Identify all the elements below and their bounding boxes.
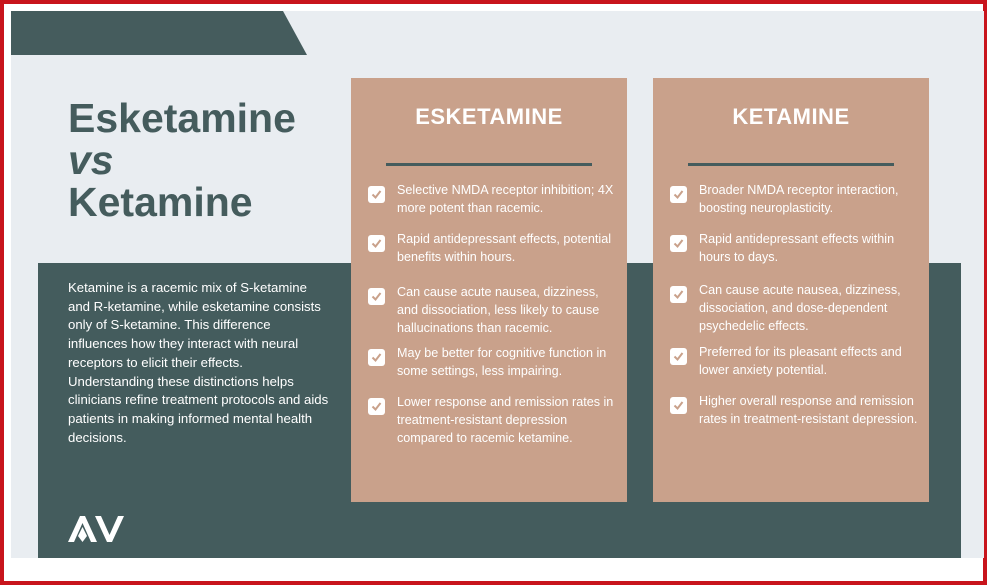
list-item bbox=[670, 182, 920, 218]
checkbox-icon bbox=[368, 235, 385, 252]
item-text: Can cause acute nausea, dizziness, and dissociation, less likely to cause hallucinations than racemic. bbox=[397, 285, 600, 335]
checkbox-icon bbox=[368, 186, 385, 203]
item-text: Higher overall response and remission rates in treatment-resistant depression. bbox=[699, 394, 918, 426]
list-item bbox=[670, 393, 920, 429]
item-text: Rapid antidepressant effects within hours to days. bbox=[699, 232, 895, 264]
item-text: Can cause acute nausea, dizziness, dissociation, and dose-dependent psychedelic effects. bbox=[699, 283, 901, 333]
intro-paragraph: Ketamine is a racemic mix of S-ketamine and R-ketamine, while esketamine consists only of S-ketamine. This difference influences how they interact with neural receptors to elicit their effects. Understanding these distinctions helps clinicians refine treatment protocols and aids patients in making informed mental health decisions. bbox=[68, 280, 329, 445]
title-line-3: Ketamine bbox=[68, 179, 253, 225]
infographic bbox=[11, 11, 984, 558]
checkbox-icon bbox=[368, 288, 385, 305]
list-item bbox=[368, 182, 618, 218]
checkbox-icon bbox=[670, 397, 687, 414]
item-text: Selective NMDA receptor inhibition; 4X more potent than racemic. bbox=[397, 183, 614, 215]
list-item bbox=[670, 282, 920, 335]
page-title bbox=[68, 97, 338, 223]
checkbox-icon bbox=[368, 349, 385, 366]
checkbox-icon bbox=[368, 398, 385, 415]
av-logo-icon bbox=[68, 514, 124, 544]
item-text: Rapid antidepressant effects, potential benefits within hours. bbox=[397, 232, 612, 264]
card-divider bbox=[386, 163, 592, 166]
corner-banner bbox=[11, 11, 307, 55]
checkbox-icon bbox=[670, 348, 687, 365]
ketamine-card bbox=[653, 78, 929, 502]
title-line-1: Esketamine bbox=[68, 95, 296, 141]
item-text: May be better for cognitive function in some settings, less impairing. bbox=[397, 346, 607, 378]
list-item bbox=[670, 344, 920, 380]
title-line-2: vs bbox=[68, 137, 114, 183]
list-item bbox=[368, 345, 618, 381]
item-text: Preferred for its pleasant effects and lower anxiety potential. bbox=[699, 345, 902, 377]
checkbox-icon bbox=[670, 286, 687, 303]
list-item bbox=[670, 231, 920, 267]
item-text: Lower response and remission rates in treatment-resistant depression compared to racemic ketamine. bbox=[397, 395, 614, 445]
card-heading: KETAMINE bbox=[732, 104, 850, 129]
card-divider bbox=[688, 163, 894, 166]
esketamine-card bbox=[351, 78, 627, 502]
card-heading: ESKETAMINE bbox=[415, 104, 563, 129]
checkbox-icon bbox=[670, 186, 687, 203]
list-item bbox=[368, 394, 618, 447]
list-item bbox=[368, 284, 618, 337]
checkbox-icon bbox=[670, 235, 687, 252]
list-item bbox=[368, 231, 618, 267]
item-text: Broader NMDA receptor interaction, boosting neuroplasticity. bbox=[699, 183, 899, 215]
